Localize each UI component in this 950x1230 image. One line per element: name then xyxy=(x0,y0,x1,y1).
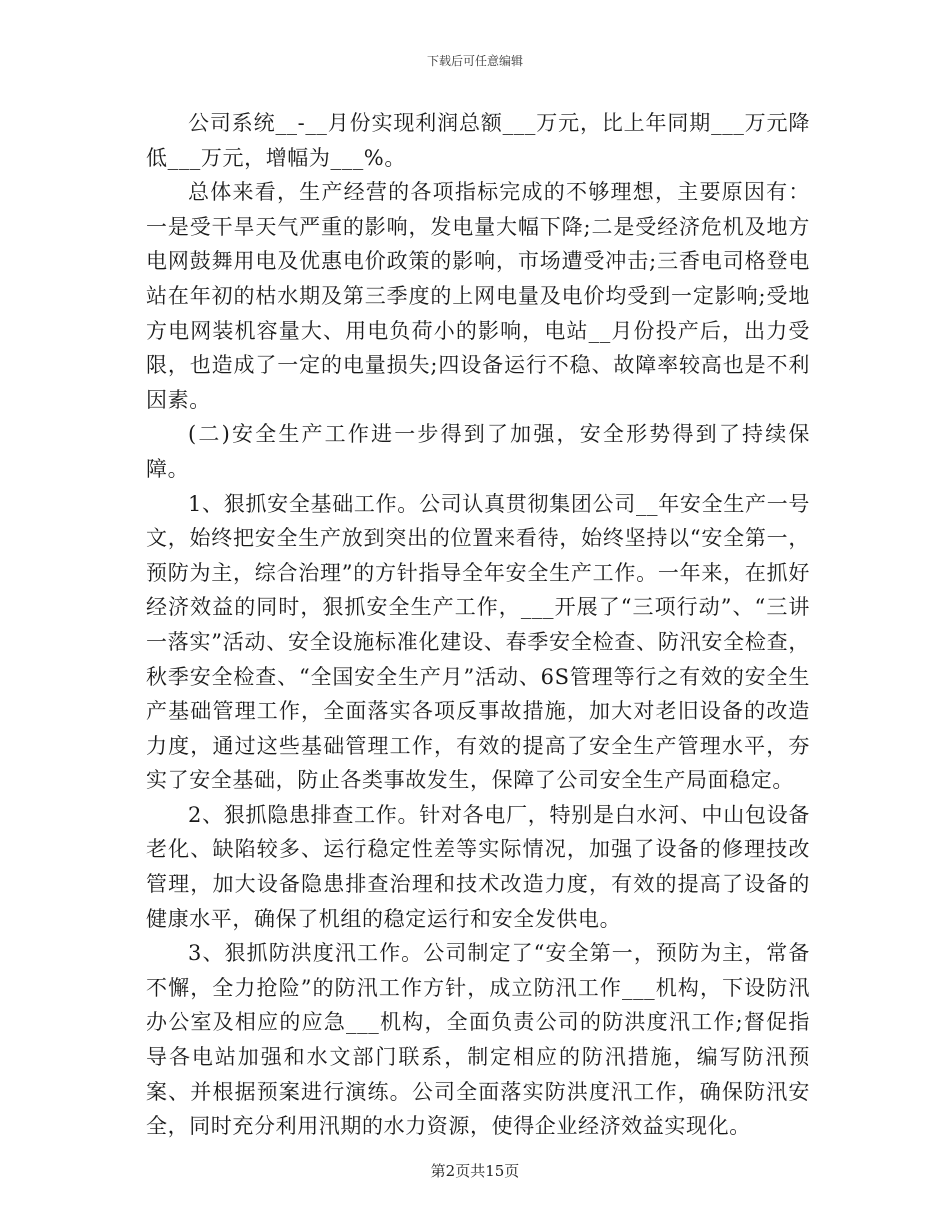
paragraph-hazard-inspection: 2、狠抓隐患排查工作。针对各电厂，特别是白水河、中山包设备老化、缺陷较多、运行稳定性差等实际情况，加强了设备的修理技改管理，加大设备隐患排查治理和技术改造力度，有效的提高了设备的健康水平，确保了机组的稳定运行和安全发供电。 xyxy=(146,802,810,931)
page-number-footer: 第2页共15页 xyxy=(430,1162,520,1180)
page-header: 下载后可任意编辑 xyxy=(426,54,523,68)
paragraph-overall-reasons: 总体来看，生产经营的各项指标完成的不够理想，主要原因有：一是受干旱天气严重的影响，发电量大幅下降;二是受经济危机及地方电网鼓舞用电及优惠电价政策的影响，市场遭受冲击;三香电司格登电站在年初的枯水期及第三季度的上网电量及电价均受到一定影响;受地方电网装机容量大、用电负荷小的影响，电站__月份投产后，出力受限，也造成了一定的电量损失;四设备运行不稳、故障率较高也是不利因素。 xyxy=(146,180,810,412)
paragraph-safety-foundation: 1、狠抓安全基础工作。公司认真贯彻集团公司__年安全生产一号文，始终把安全生产放到突出的位置来看待，始终坚持以“安全第一，预防为主，综合治理”的方针指导全年安全生产工作。一年来，在抓好经济效益的同时，狠抓安全生产工作，___开展了“三项行动”、“三讲一落实”活动、安全设施标准化建设、春季安全检查、防汛安全检查，秋季安全检查、“全国安全生产月”活动、6S管理等行之有效的安全生产基础管理工作，全面落实各项反事故措施，加大对老旧设备的改造力度，通过这些基础管理工作，有效的提高了安全生产管理水平，夯实了安全基础，防止各类事故发生，保障了公司安全生产局面稳定。 xyxy=(146,491,810,793)
paragraph-profit-summary: 公司系统__-__月份实现利润总额___万元，比上年同期___万元降低___万元，增幅为___%。 xyxy=(146,111,810,170)
paragraph-flood-control: 3、狠抓防洪度汛工作。公司制定了“安全第一，预防为主，常备不懈，全力抢险”的防汛工作方针，成立防汛工作___机构，下设防汛办公室及相应的应急___机构，全面负责公司的防洪度汛工作;督促指导各电站加强和水文部门联系，制定相应的防汛措施，编写防汛预案、并根据预案进行演练。公司全面落实防洪度汛工作，确保防汛安全，同时充分利用汛期的水力资源，使得企业经济效益实现化。 xyxy=(146,941,810,1139)
document-body xyxy=(146,106,810,1144)
section-heading-safety: (二)安全生产工作进一步得到了加强，安全形势得到了持续保障。 xyxy=(146,422,810,481)
